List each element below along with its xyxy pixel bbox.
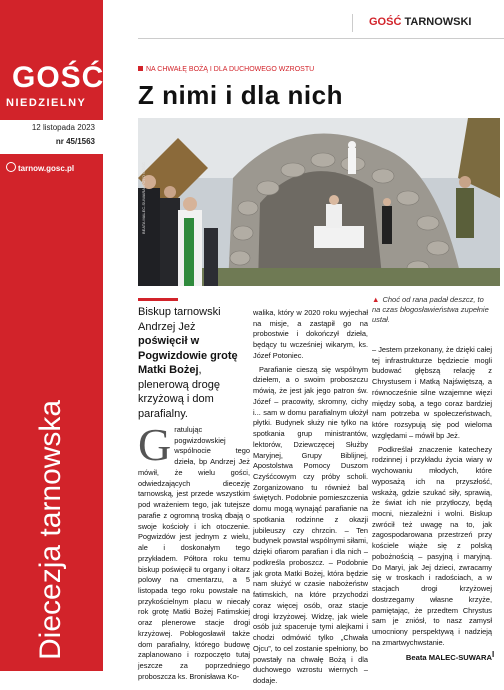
paragraph: Podkreślał znaczenie katechezy rodzinnej i przykładu życia wiary w wychowaniu młodych, które wyposażą ich na przyszłość, wskażą, gdzie szukać siły, sprawią, że świat ich nie przytłoczy, będą mocni, niezależni i wolni. Biskup zwrócił też uwagę na to, jak zagospodarowana przestrzeń przy kościele wiąże się z polską pobożnością – pasyjną i maryjną. Do Maryi, jak Jej dzieci, zwracamy się w troskach i radościach, a w stacjach drogi krzyżowej dostrzegamy własne krzyże, pamiętając, że przedtem Chrystus sam je zniósł, to nasz zamysł umocniony perspektywą i nadzieją na zmartwychwstanie.	[372, 444, 492, 647]
header-brand[interactable]	[369, 16, 471, 28]
triangle-up-icon: ▲	[372, 295, 380, 304]
article-kicker: NA CHWAŁĘ BOŻĄ I DLA DUCHOWEGO WZROSTU	[138, 66, 314, 73]
article-column-1	[138, 419, 250, 686]
issue-number: nr 45/1563	[55, 137, 95, 146]
article-column-2	[253, 308, 368, 690]
logo-sub-text: NIEDZIELNY	[6, 97, 87, 109]
photo-caption	[372, 295, 492, 324]
lead-bold-text: poświęcił w Pogwizdowie grotę Matki Bożej	[138, 335, 238, 377]
website-link[interactable]	[6, 162, 74, 173]
sidebar	[0, 0, 103, 671]
paragraph: walika, który w 2020 roku wyjechał na misje, a zastąpił go na probostwie i dokończył dzieła, będący tu wcześniej wikarym, ks. Józef Potoniec.	[253, 308, 368, 360]
paragraph	[138, 419, 250, 683]
article-lead	[138, 305, 248, 421]
header-brand-box	[352, 14, 504, 32]
website-text: tarnow.gosc.pl	[18, 164, 75, 173]
lead-text-1: Biskup tarnowski Andrzej Jeż	[138, 306, 221, 333]
article-headline: Z nimi i dla nich	[138, 80, 343, 110]
photo-credit: BEATA MALEC-SUWARA /FOTO GOŚĆ	[141, 162, 146, 234]
paragraph: Parafianie cieszą się wspólnym dziełem, a o swoim proboszczu mówią, że jest jak jego patron św. Józef – pracowity, skromny, cichy i... sam w domu parafialnym ułożył płytki. Budynek służy nie tylko na spotkania grup ministrantów, lektorów, Dziewczęcej Służby Maryjnej, Grupy Biblijnej, Apostolstwa Pomocy Duszom Czyśćcowym czy próby scholi. Zorganizowano tu również bal świętych. Podobnie pomieszczenia domu mogą wynająć parafianie na spotkania rodzinne z okazji jubileuszy czy chrzcin. – Ten budynek powstał wspólnymi siłami, dzięki ofiarom parafian i dla nich – podkreśla proboszcz. – Podobnie jak grota Matki Bożej, która będzie nam służyć w czasie nabożeństw fatimskich, na które przychodzi coraz więcej osób, oraz stacje drogi krzyżowej. Widzę, jak wiele osób już spaceruje tymi alejkami i chodzi odmówić tylko „Chwała Ojcu”, to cel zostanie spełniony, bo powstały na chwałę Bożą i dla duchowego wzrostu wiernych – dodaje.	[253, 364, 368, 685]
caption-text: Choć od rana padał deszcz, to na czas błogosławieństwa zupełnie ustał.	[372, 295, 489, 324]
masthead-logo[interactable]	[0, 57, 103, 115]
dropcap: G	[138, 419, 172, 470]
lead-accent-bar	[138, 298, 178, 301]
article-column-3	[372, 345, 495, 663]
header-brand-black: TARNOWSKI	[404, 16, 472, 28]
section-vertical-title: Diecezja tarnowska	[34, 399, 67, 660]
issue-date: 12 listopada 2023	[31, 123, 95, 132]
globe-icon	[6, 162, 16, 172]
paragraph-text: ratulując pogwizdowskiej wspólnocie tego dzieła, bp Andrzej Jeż mówił, że wielu gości, odwiedzających diecezję tarnowską, jest przede wszystkim pod wrażeniem tego, jak tutejsze parafie z ogromną troską dbają o swoje kościoły i ich otoczenie. Pogwizdów jest jednym z wielu, ale i doskonałym tego przykładem. Półtora roku temu biskup poświęcił tu organy i ołtarz polowy na cmentarzu, a 5 listopada tego roku powstałe na przykościelnym placu w niecały rok grotę Matki Bożej Fatimskiej oraz plenerowe stacje drogi krzyżowej. Pobłogosławił także dom parafialny, którego budowę zaplanowano i rozpoczęto tutaj jeszcze za poprzedniego proboszcza ks. Bronisława Ko-	[138, 425, 250, 681]
paragraph: – Jestem przekonany, że dzięki całej tej infrastrukturze będziecie mogli budować głębszą relację z Chrystusem i Matką Najświętszą, a równocześnie silne wzajemne więzi między sobą, a tego coraz bardziej nam potrzeba w społeczeństwach, które rozsypują się pod wieloma względami – mówił bp Jeż.	[372, 345, 492, 440]
issue-info	[0, 120, 103, 154]
lead-text-2: , plenerową drogę krzyżową i dom parafialny.	[138, 364, 220, 420]
article-photo	[138, 118, 500, 286]
page-number: I	[492, 650, 495, 659]
article-author: Beata MALEC-SUWARA	[405, 652, 492, 662]
header-brand-red: GOŚĆ	[369, 16, 402, 28]
header-divider	[138, 38, 504, 39]
logo-main-text: GOŚĆ	[12, 61, 105, 94]
